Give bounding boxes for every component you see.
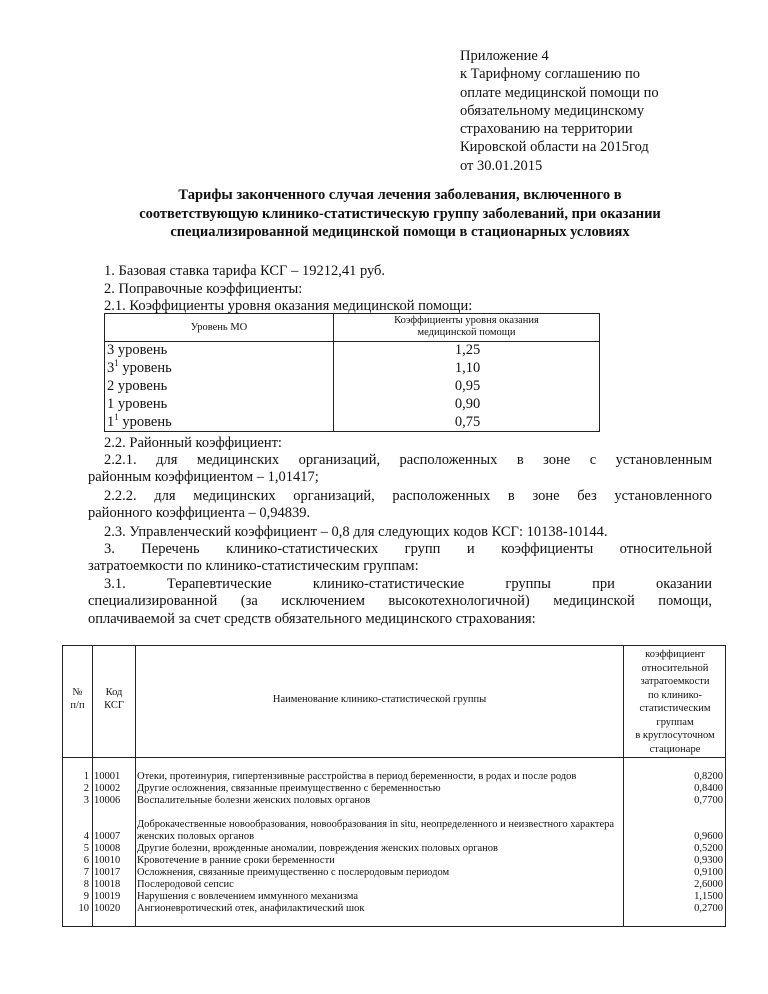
district-coef-1-line: 2.2.1. для медицинских организаций, расположенных в зоне с установленным — [104, 452, 712, 468]
row-name: Кровотечение в ранние сроки беременности — [137, 854, 335, 866]
row-coef: 0,9300 — [694, 854, 723, 866]
row-name: Ангионевротический отек, анафилактический шок — [137, 902, 365, 914]
row-name: Послеродовой сепсис — [137, 878, 234, 890]
row-coef: 2,6000 — [694, 878, 723, 890]
row-coef: 0,8200 — [694, 770, 723, 782]
level-row — [105, 360, 601, 378]
num-column-header: № п/п — [70, 687, 85, 711]
row-code: 10017 — [94, 866, 121, 878]
district-coef-2-line: районного коэффициента – 0,94839. — [88, 505, 311, 521]
row-coef: 0,5200 — [694, 842, 723, 854]
level-row — [105, 378, 601, 396]
appendix-line: Кировской области на 2015год — [460, 139, 649, 156]
level-name: 1 уровень — [107, 396, 168, 412]
title-line: Тарифы законченного случая лечения заболевания, включенного в — [178, 187, 622, 203]
row-coef: 0,9600 — [694, 830, 723, 842]
level-name: $1^1$ уровень — [107, 412, 172, 430]
row-num: 6 — [83, 854, 89, 866]
table-row — [63, 794, 725, 806]
district-coef-2-line: 2.2.2. для медицинских организаций, расположенных в зоне без установленного — [104, 488, 712, 504]
level-coef: 0,95 — [454, 378, 481, 394]
level-row — [105, 414, 601, 432]
table-row — [63, 902, 725, 914]
row-num: 7 — [83, 866, 89, 878]
name-column-header: Наименование клинико-статистической группы — [272, 694, 487, 705]
coef-column-header: коэффициент относительной затратоемкости по клинико- статистическим группам в круглосуточном стационаре — [635, 649, 715, 755]
table-row — [63, 866, 725, 878]
table-row — [63, 806, 725, 842]
level-row — [105, 342, 601, 360]
row-code: 10010 — [94, 854, 121, 866]
level-header: Уровень МО — [190, 322, 248, 333]
row-num: 2 — [83, 782, 89, 794]
row-code: 10008 — [94, 842, 121, 854]
table-row — [63, 854, 725, 866]
row-coef: 1,1500 — [694, 890, 723, 902]
row-code: 10007 — [94, 830, 121, 842]
therapeutic-groups-line: 3.1. Терапевтические клинико-статистические группы при оказании — [104, 576, 712, 592]
document-title — [88, 186, 712, 242]
district-coef-item: 2.2. Районный коэффициент: — [104, 435, 282, 451]
management-coef-item: 2.3. Управленческий коэффициент – 0,8 для следующих кодов КСГ: 10138-10144. — [104, 524, 608, 540]
title-line: специализированной медицинской помощи в стационарных условиях — [170, 224, 630, 240]
ksg-list-line: 3. Перечень клинико-статистических групп и коэффициенты относительной — [104, 541, 712, 557]
row-num: 5 — [83, 842, 89, 854]
row-num: 4 — [83, 830, 89, 842]
row-code: 10001 — [94, 770, 121, 782]
level-row — [105, 396, 601, 414]
code-column-header: Код КСГ — [104, 687, 124, 711]
appendix-note — [460, 47, 740, 175]
row-num: 10 — [78, 902, 89, 914]
level-coef: 0,90 — [454, 396, 481, 412]
table-row — [63, 842, 725, 854]
row-coef: 0,9100 — [694, 866, 723, 878]
coef-header — [334, 315, 599, 339]
ksg-table — [62, 645, 726, 927]
appendix-line: обязательному медицинскому — [460, 102, 645, 119]
appendix-line: от 30.01.2015 — [460, 157, 543, 174]
base-rate-item: 1. Базовая ставка тарифа КСГ – 19212,41 руб. — [104, 263, 386, 279]
row-name: Отеки, протеинурия, гипертензивные расстройства в период беременности, в родах и после родов — [137, 770, 577, 782]
row-code: 10002 — [94, 782, 121, 794]
table-row — [63, 878, 725, 890]
coef-header-line: медицинской помощи — [417, 327, 516, 338]
row-name: Нарушения с вовлечением иммунного механизма — [137, 890, 359, 902]
district-coef-1-line: районным коэффициентом – 1,01417; — [88, 469, 319, 485]
row-coef: 0,2700 — [694, 902, 723, 914]
row-num: 8 — [83, 878, 89, 890]
row-code: 10006 — [94, 794, 121, 806]
row-code: 10020 — [94, 902, 121, 914]
appendix-line: Приложение 4 — [460, 48, 549, 64]
level-coef: 1,10 — [454, 360, 481, 376]
correction-coefs-item: 2. Поправочные коэффициенты: — [104, 281, 303, 297]
row-num: 3 — [83, 794, 89, 806]
row-code: 10018 — [94, 878, 121, 890]
row-name: Другие осложнения, связанные преимущественно с беременностью — [137, 782, 441, 794]
level-coef: 1,25 — [454, 342, 481, 358]
row-num: 1 — [83, 770, 89, 782]
level-coefs-item: 2.1. Коэффициенты уровня оказания медицинской помощи: — [104, 298, 473, 314]
row-num: 9 — [83, 890, 89, 902]
level-name: $3^1$ уровень — [107, 358, 172, 376]
level-name: 3 уровень — [107, 342, 168, 358]
row-coef: 0,7700 — [694, 794, 723, 806]
appendix-line: к Тарифному соглашению по — [460, 66, 640, 83]
row-coef: 0,8400 — [694, 782, 723, 794]
table-row — [63, 782, 725, 794]
level-coef: 0,75 — [454, 414, 481, 430]
appendix-line: оплате медицинской помощи по — [460, 84, 659, 101]
level-table-body — [104, 342, 600, 432]
row-name: Осложнения, связанные преимущественно с послеродовым периодом — [137, 866, 450, 878]
row-name: Другие болезни, врожденные аномалии, повреждения женских половых органов — [137, 842, 499, 854]
appendix-line: страхованию на территории — [460, 121, 633, 138]
coef-header-line: Коэффициенты уровня оказания — [394, 315, 539, 326]
level-name: 2 уровень — [107, 378, 168, 394]
therapeutic-groups-line: специализированной (за исключением высокотехнологичной) медицинской помощи, — [88, 593, 712, 609]
title-line: соответствующую клинико-статистическую группу заболеваний, при оказании — [139, 205, 661, 222]
table-row — [63, 890, 725, 902]
row-code: 10019 — [94, 890, 121, 902]
row-name: Воспалительные болезни женских половых органов — [137, 794, 371, 806]
table-row — [63, 758, 725, 782]
level-table-header — [104, 313, 600, 342]
row-name: Доброкачественные новообразования, новообразования in situ, неопределенного и неизвестного характера женских половых органов — [137, 819, 615, 842]
ksg-list-line: затратоемкости по клинико-статистическим группам: — [88, 558, 419, 574]
therapeutic-groups-line: оплачиваемой за счет средств обязательного медицинского страхования: — [88, 611, 536, 627]
